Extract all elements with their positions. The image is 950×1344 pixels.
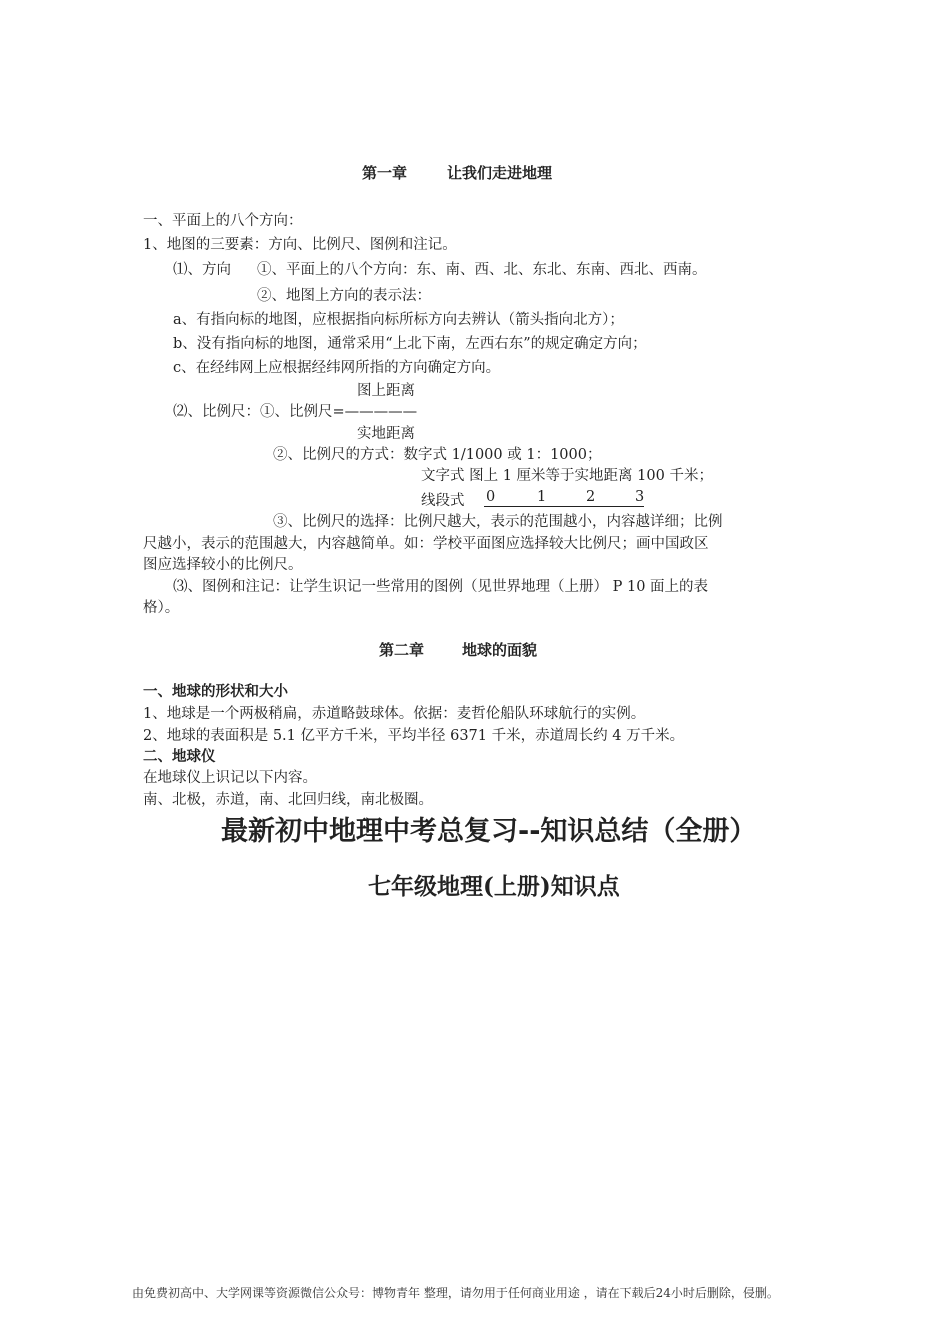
direction-rule-b: b、没有指向标的地图，通常采用“上北下南，左西右东”的规定确定方向； bbox=[173, 336, 647, 352]
chapter1-label: 第一章 bbox=[362, 164, 408, 182]
scale-formula: ⑵、比例尺：①、比例尺=————— bbox=[173, 404, 418, 420]
ch2-section-1-heading: 一、地球的形状和大小 bbox=[143, 683, 288, 700]
direction-label: ⑴、方向 bbox=[173, 262, 231, 278]
scale-ways: ②、比例尺的方式：数字式 1/1000 或 1：1000； bbox=[273, 447, 602, 463]
ch2-section-2-line-2: 南、北极，赤道，南、北回归线，南北极圈。 bbox=[143, 792, 433, 808]
direction-rule-a: a、有指向标的地图，应根据指向标所标方向去辨认（箭头指向北方）； bbox=[173, 312, 624, 328]
sub-title: 七年级地理(上册)知识点 bbox=[368, 873, 620, 900]
scale-choice-line-1: ③、比例尺的选择：比例尺越大，表示的范围越小，内容越详细；比例 bbox=[273, 514, 723, 530]
scale-line-form-label: 线段式 bbox=[421, 493, 465, 509]
footer-notice: 由免费初高中、大学网课等资源微信公众号：博物青年 整理，请勿用于任何商业用途 ，请在下载后24小时后删除，侵删。 bbox=[132, 1286, 779, 1300]
scale-tick-0: 0 bbox=[486, 489, 496, 505]
scale-tick-1: 1 bbox=[537, 489, 547, 505]
scale-numerator: 图上距离 bbox=[357, 383, 415, 399]
legend-line-2: 格）。 bbox=[143, 600, 180, 616]
chapter2-title: 地球的面貌 bbox=[462, 641, 538, 659]
chapter1-title: 让我们走进地理 bbox=[447, 164, 553, 182]
legend-line-1: ⑶、图例和注记：让学生识记一些常用的图例（见世界地理（上册） P 10 面上的表 bbox=[173, 579, 709, 595]
scale-choice-line-3: 图应选择较小的比例尺。 bbox=[143, 557, 303, 573]
main-title: 最新初中地理中考总复习--知识总结（全册） bbox=[221, 816, 757, 847]
ch2-section-2-line-1: 在地球仪上识记以下内容。 bbox=[143, 770, 317, 786]
ch2-item-1: 1、地球是一个两极稍扁，赤道略鼓球体。依据：麦哲伦船队环球航行的实例。 bbox=[143, 706, 646, 722]
scale-denominator: 实地距离 bbox=[357, 426, 415, 442]
direction-point-1: ①、平面上的八个方向：东、南、西、北、东北、东南、西北、西南。 bbox=[257, 262, 707, 278]
ch1-item-1: 1、地图的三要素：方向、比例尺、图例和注记。 bbox=[143, 237, 457, 253]
chapter2-label: 第二章 bbox=[379, 641, 425, 659]
ch1-section-heading: 一、平面上的八个方向： bbox=[143, 213, 303, 229]
scale-tick-3: 3 bbox=[635, 489, 645, 505]
direction-point-2: ②、地图上方向的表示法： bbox=[257, 288, 431, 304]
ch2-section-2-heading: 二、地球仪 bbox=[143, 748, 216, 765]
scale-bar-line bbox=[484, 506, 644, 507]
ch2-item-2: 2、地球的表面积是 5.1 亿平方千米，平均半径 6371 千米，赤道周长约 4 万千米。 bbox=[143, 728, 685, 744]
direction-rule-c: c、在经纬网上应根据经纬网所指的方向确定方向。 bbox=[173, 360, 501, 376]
scale-tick-2: 2 bbox=[586, 489, 596, 505]
scale-choice-line-2: 尺越小，表示的范围越大，内容越简单。如：学校平面图应选择较大比例尺；画中国政区 bbox=[143, 536, 709, 552]
scale-text-form: 文字式 图上 1 厘米等于实地距离 100 千米； bbox=[421, 468, 713, 484]
